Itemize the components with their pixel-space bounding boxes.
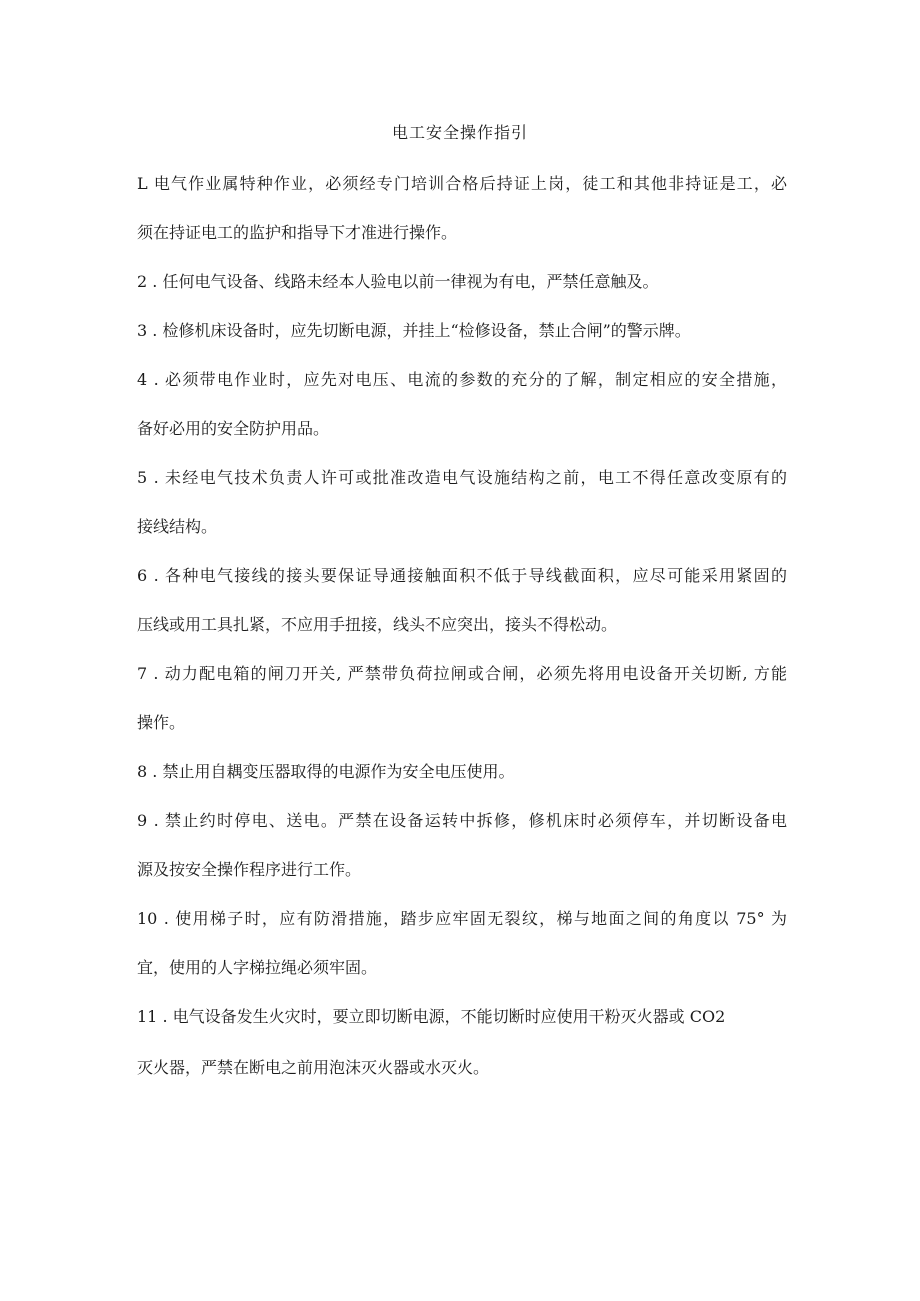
text-line: 须在持证电工的监护和指导下才准进行操作。	[137, 223, 458, 242]
text-line: 操作。	[137, 713, 186, 732]
text-line: 4 . 必须带电作业时，应先对电压、电流的参数的充分的了解，制定相应的安全措施，	[137, 370, 787, 389]
text-line: 备好必用的安全防护用品。	[137, 419, 330, 438]
text-line: L 电气作业属特种作业，必须经专门培训合格后持证上岗，徒工和其他非持证是工，必	[137, 174, 787, 193]
text-line: 灭火器，严禁在断电之前用泡沫灭火器或水灭火。	[137, 1058, 490, 1077]
text-line: 7 . 动力配电箱的闸刀开关, 严禁带负荷拉闸或合闸，必须先将用电设备开关切断, 方能	[137, 664, 787, 683]
text-line: 6 . 各种电气接线的接头要保证导通接触面积不低于导线截面积，应尽可能采用紧固的	[137, 566, 787, 585]
text-line: 3 . 检修机床设备时，应先切断电源，并挂上“检修设备，禁止合闸”的警示牌。	[137, 321, 691, 340]
text-line: 11 . 电气设备发生火灾时，要立即切断电源，不能切断时应使用干粉灭火器或 CO2	[137, 1007, 726, 1026]
document-title: 电工安全操作指引	[391, 123, 528, 142]
text-line: 接线结构。	[137, 517, 218, 536]
text-line: 5 . 未经电气技术负责人许可或批准改造电气设施结构之前，电工不得任意改变原有的	[137, 468, 787, 487]
text-line: 源及按安全操作程序进行工作。	[137, 860, 362, 879]
text-line: 压线或用工具扎紧，不应用手扭接，线头不应突出，接头不得松动。	[137, 615, 618, 634]
text-line: 8 . 禁止用自耦变压器取得的电源作为安全电压使用。	[137, 762, 515, 781]
text-line: 9 . 禁止约时停电、送电。严禁在设备运转中拆修，修机床时必须停车，并切断设备电	[137, 811, 787, 830]
text-line: 10 . 使用梯子时，应有防滑措施，踏步应牢固无裂纹，梯与地面之间的角度以 75° 为	[137, 909, 787, 928]
text-line: 2 . 任何电气设备、线路未经本人验电以前一律视为有电，严禁任意触及。	[137, 272, 659, 291]
text-line: 宜，使用的人字梯拉绳必须牢固。	[137, 958, 378, 977]
